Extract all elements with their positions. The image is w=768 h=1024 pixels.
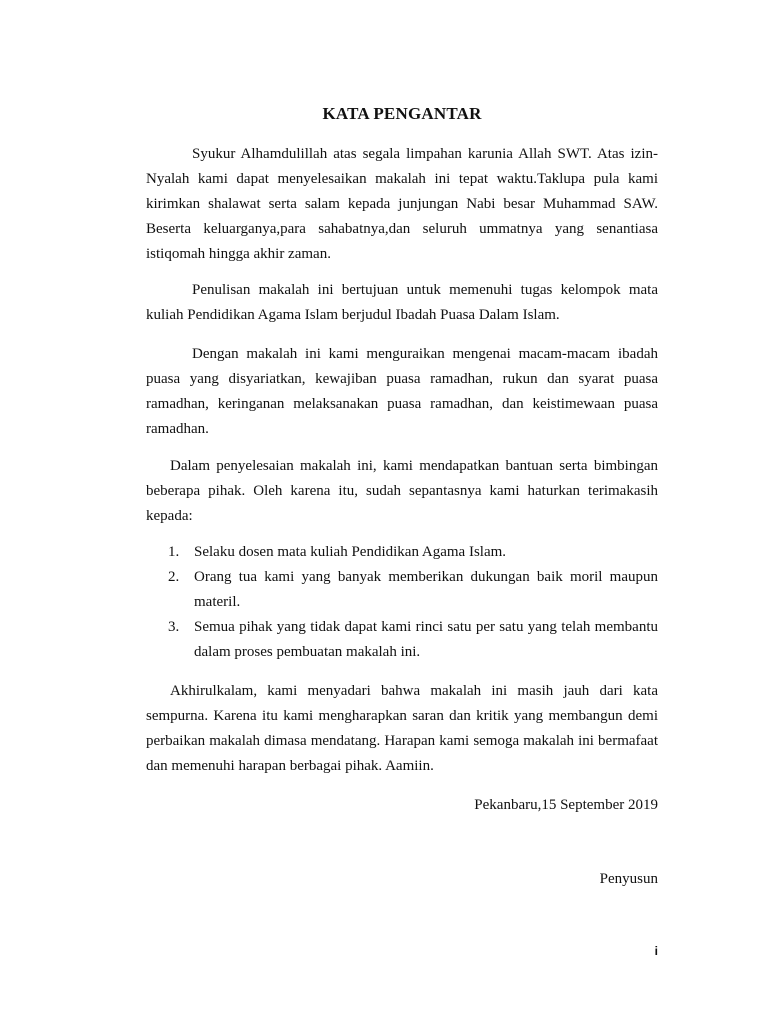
list-item-number: 2.	[168, 569, 180, 585]
paragraph-closing: Akhirulkalam, kami menyadari bahwa makalah ini masih jauh dari kata sempurna. Karena itu kami mengharapkan saran dan kritik yang membangun demi perbaikan makalah dimasa mendatang. Harapan kami semoga makalah ini bermafaat dan memenuhi harapan berbagai pihak. Aamiin.	[146, 683, 658, 774]
paragraph-content: Dengan makalah ini kami menguraikan mengenai macam-macam ibadah puasa yang disyariatkan, kewajiban puasa ramadhan, rukun dan syarat puasa ramadhan, keringanan melaksanakan puasa ramadhan, dan keistimewaan puasa ramadhan.	[146, 346, 658, 437]
paragraph-purpose: Penulisan makalah ini bertujuan untuk memenuhi tugas kelompok mata kuliah Pendidikan Agama Islam berjudul Ibadah Puasa Dalam Islam.	[146, 282, 658, 323]
list-item-text: Semua pihak yang tidak dapat kami rinci satu per satu yang telah membantu dalam proses pembuatan makalah ini.	[194, 619, 658, 660]
list-item	[168, 565, 658, 615]
signer-name: Penyusun	[599, 871, 658, 887]
paragraph-acknowledgement: Dalam penyelesaian makalah ini, kami mendapatkan bantuan serta bimbingan beberapa pihak. Oleh karena itu, sudah sepantasnya kami haturkan terimakasih kepada:	[146, 458, 658, 524]
list-item-text: Selaku dosen mata kuliah Pendidikan Agama Islam.	[194, 544, 507, 560]
list-item-number: 3.	[168, 619, 180, 635]
list-item-text: Orang tua kami yang banyak memberikan dukungan baik moril maupun materil.	[194, 569, 658, 610]
thanks-list	[168, 540, 658, 665]
list-item	[168, 615, 658, 665]
list-item-number: 1.	[168, 544, 180, 560]
page-title: KATA PENGANTAR	[322, 104, 482, 123]
place-date: Pekanbaru,15 September 2019	[474, 797, 658, 813]
document-page	[146, 0, 658, 1024]
page-number: i	[654, 944, 658, 958]
list-item	[168, 540, 658, 565]
paragraph-gratitude: Syukur Alhamdulillah atas segala limpahan karunia Allah SWT. Atas izin-Nyalah kami dapat menyelesaikan makalah ini tepat waktu.Taklupa pula kami kirimkan shalawat serta salam kepada junjungan Nabi besar Muhammad SAW. Beserta keluarganya,para sahabatnya,dan seluruh ummatnya yang senantiasa istiqomah hingga akhir zaman.	[146, 146, 658, 262]
